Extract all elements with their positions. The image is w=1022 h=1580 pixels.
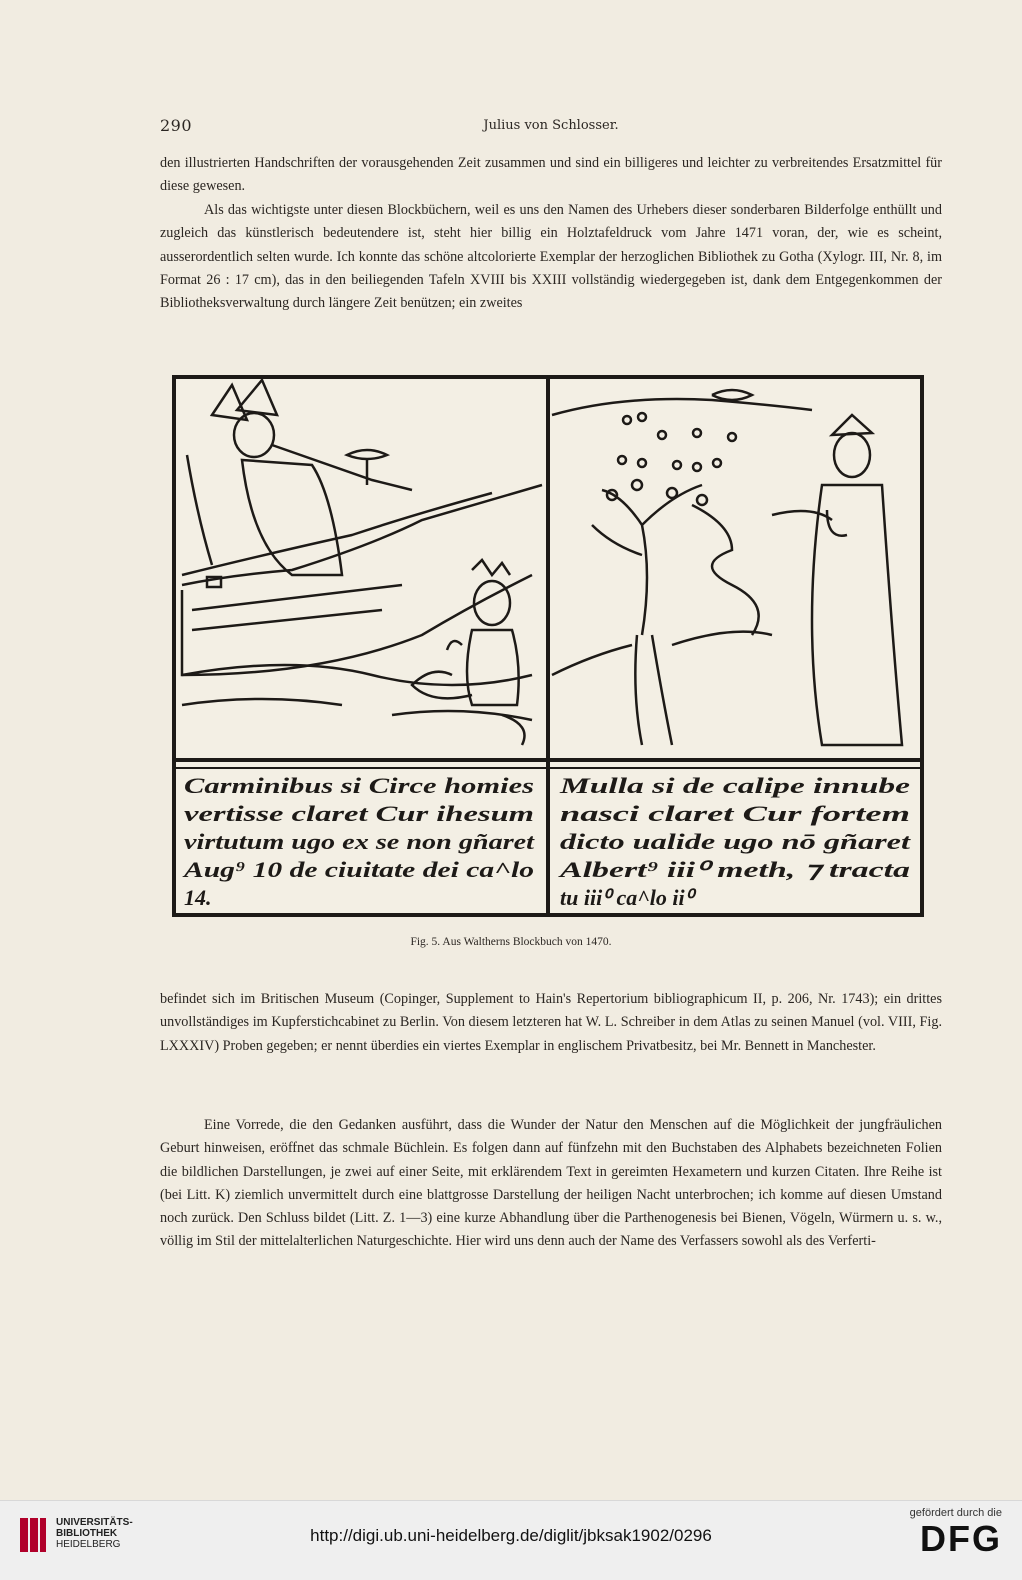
dfg-logo[interactable] [910,1507,1002,1559]
right-caption-line-5: tu iii⁰ ca^lo ii⁰ [560,885,694,910]
left-caption-line-3: virtutum ugo ex se non gñaret [184,829,536,854]
woodcut-illustration [172,375,924,917]
woodcut-figure [172,375,924,917]
left-caption-line-4: Aug⁹ 10 de ciuitate dei ca^lo [181,857,534,882]
boat-scene [182,380,542,745]
right-caption-line-4: Albert⁹ iii⁰ meth, ⁊ tracta [556,857,910,882]
running-title: Julius von Schlosser. [483,118,619,133]
library-line-1: UNIVERSITÄTS- [56,1517,133,1528]
paragraph-1: den illustrierten Handschriften der vorausgehenden Zeit zusammen und sind ein billigeres und leichter zu verbreitendes Ersatzmittel für diese gewesen. [160,155,942,195]
left-caption-line-1: Carminibus si Circe homies [184,773,534,798]
left-caption-line-5: 14. [184,885,212,910]
footer-bar [0,1500,1022,1580]
source-url-link[interactable]: http://digi.ub.uni-heidelberg.de/diglit/jbksak1902/0296 [310,1526,712,1545]
page-header [160,116,942,136]
paragraph-4: Eine Vorrede, die den Gedanken ausführt, dass die Wunder der Natur den Menschen auf die Möglichkeit der jungfräulichen Geburt hinweisen, eröffnet das schmale Büchlein. Es folgen dann auf fünfzehn mit den Buchstaben des Alphabets bezeichneten Folien die bildlichen Darstellungen, je zwei auf einer Seite, mit erklärendem Text in gereimten Hexametern und kurzen Citaten. Ihre Reihe ist (bei Litt. K) ziemlich unvermittelt durch eine blattgrosse Darstellung der heiligen Nacht unterbrochen; ich komme auf diesen Umstand noch zurück. Den Schluss bildet (Litt. Z. 1—3) eine kurze Abhandlung über die Parthenogenesis bei Bienen, Vögeln, Würmern u. s. w., völlig im Stil der mittelalterlichen Naturgeschichte. Hier wird uns denn auch der Name des Verfassers sowohl als des Verferti- [160,1117,942,1250]
right-caption-line-2: nasci claret Cur fortem [560,801,910,826]
figure-caption: Fig. 5. Aus Waltherns Blockbuch von 1470. [410,936,612,948]
funding-label: gefördert durch die [909,1507,1002,1519]
page-number: 290 [160,116,193,135]
left-caption-line-2: vertisse claret Cur ihesum [184,801,534,826]
library-line-3: HEIDELBERG [56,1539,121,1550]
paragraph-2: Als das wichtigste unter diesen Blockbüchern, weil es uns den Namen des Urhebers dieser sonderbaren Bilderfolge enthüllt und zugleich das künstlerisch bedeutendere ist, steht hier billig ein Holztafeldruck vom Jahre 1471 voran, der, wie es scheint, ausserordentlich selten wurde. Ich konnte das schöne altcolorierte Exemplar der herzoglichen Bibliothek zu Gotha (Xylogr. III, Nr. 8, im Format 26 : 17 cm), das in den beiliegenden Tafeln XVIII bis XXIII vollständig wiedergegeben ist, dank dem Entgegenkommen der Bibliotheksverwaltung durch längere Zeit benützen; ein zweites [160,202,942,312]
right-caption-line-1: Mulla si de calipe innube [558,773,911,798]
right-caption-line-3: dicto ualide ugo nō gñaret [560,829,912,854]
funder-mark: DFG [920,1518,1002,1559]
tree-scene [552,390,902,745]
left-caption-text [181,773,535,910]
library-line-2: BIBLIOTHEK [56,1528,118,1539]
right-caption-text [557,773,911,910]
paragraph-3: befindet sich im Britischen Museum (Copinger, Supplement to Hain's Repertorium bibliographicum II, p. 206, Nr. 1743); ein drittes unvollständiges im Kupferstichcabinet zu Berlin. Von diesem letzteren hat W. L. Schreiber in dem Atlas zu seinen Manuel (vol. VIII, Fig. LXXXIV) Proben gegeben; er nennt überdies ein viertes Exemplar in englischem Privatbesitz, bei Mr. Bennett in Manchester. [160,991,942,1054]
